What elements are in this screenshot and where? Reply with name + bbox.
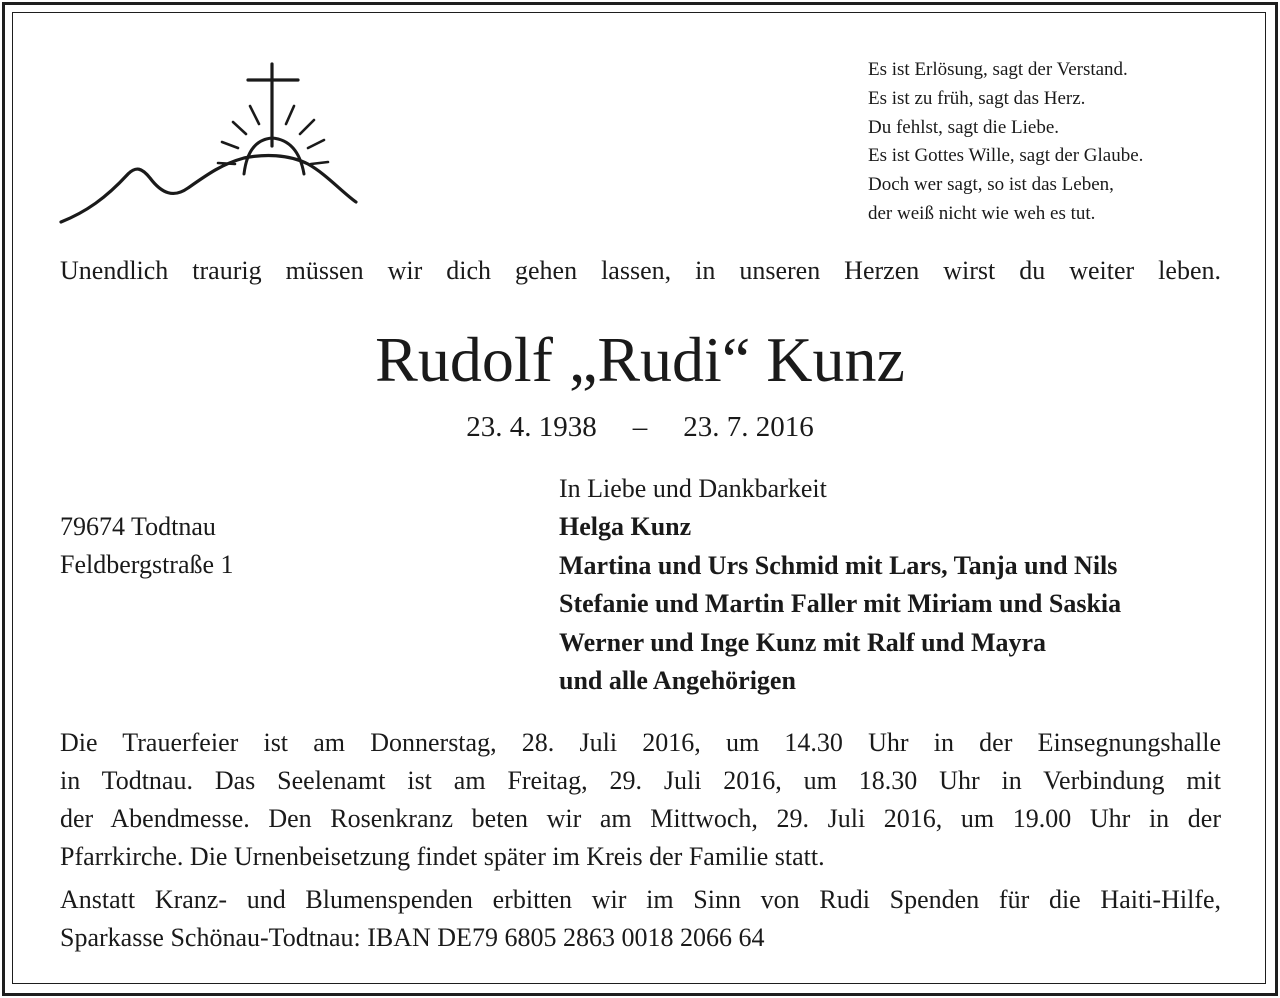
- address-street: Feldbergstraße 1: [60, 550, 234, 579]
- poem-line: Es ist zu früh, sagt das Herz.: [868, 87, 1086, 109]
- poem-line: Du fehlst, sagt die Liebe.: [868, 116, 1060, 138]
- mourner-line: Stefanie und Martin Faller mit Miriam und Saskia: [559, 589, 1122, 619]
- service-line: der Abendmesse. Den Rosenkranz beten wir am Mittwoch, 29. Juli 2016, um 19.00 Uhr in der: [60, 804, 1221, 833]
- poem-line: Doch wer sagt, so ist das Leben,: [868, 174, 1114, 196]
- motto: Unendlich traurig müssen wir dich gehen lassen, in unseren Herzen wirst du weiter leben.: [60, 256, 1221, 285]
- cross-sun-mountain-icon: [58, 62, 360, 228]
- deceased-name: Rudolf „Rudi“ Kunz: [375, 324, 905, 395]
- mourner-line: Helga Kunz: [559, 512, 692, 542]
- poem-line: Es ist Gottes Wille, sagt der Glaube.: [868, 145, 1144, 167]
- service-line: in Todtnau. Das Seelenamt ist am Freitag, 29. Juli 2016, um 18.30 Uhr in Verbindung mit: [60, 766, 1221, 795]
- service-line: Die Trauerfeier ist am Donnerstag, 28. Juli 2016, um 14.30 Uhr in der Einsegnungshalle: [60, 728, 1221, 757]
- mourners-intro: In Liebe und Dankbarkeit: [559, 474, 827, 503]
- poem-line: Es ist Erlösung, sagt der Verstand.: [868, 59, 1128, 80]
- date-separator: –: [632, 411, 648, 443]
- donation-info: [60, 881, 1221, 957]
- donation-line: Sparkasse Schönau-Todtnau: IBAN DE79 6805 2863 0018 2066 64: [60, 923, 765, 952]
- death-date: 23. 7. 2016: [683, 411, 814, 443]
- service-line: Pfarrkirche. Die Urnenbeisetzung findet später im Kreis der Familie statt.: [60, 842, 825, 871]
- birth-date: 23. 4. 1938: [466, 411, 597, 443]
- poem-line: der weiß nicht wie weh es tut.: [868, 202, 1096, 224]
- poem: [868, 56, 1248, 229]
- mourners: [559, 470, 1239, 700]
- life-dates: [0, 408, 1280, 446]
- mourner-line: Martina und Urs Schmid mit Lars, Tanja und Nils: [559, 550, 1118, 580]
- mourner-line: Werner und Inge Kunz mit Ralf und Mayra: [559, 627, 1047, 657]
- donation-line: Anstatt Kranz- und Blumenspenden erbitten wir im Sinn von Rudi Spenden für die Haiti-Hilfe,: [60, 885, 1221, 914]
- service-info: [60, 724, 1221, 876]
- mourner-line: und alle Angehörigen: [559, 666, 796, 696]
- address: [60, 508, 234, 584]
- address-city: 79674 Todtnau: [60, 512, 216, 541]
